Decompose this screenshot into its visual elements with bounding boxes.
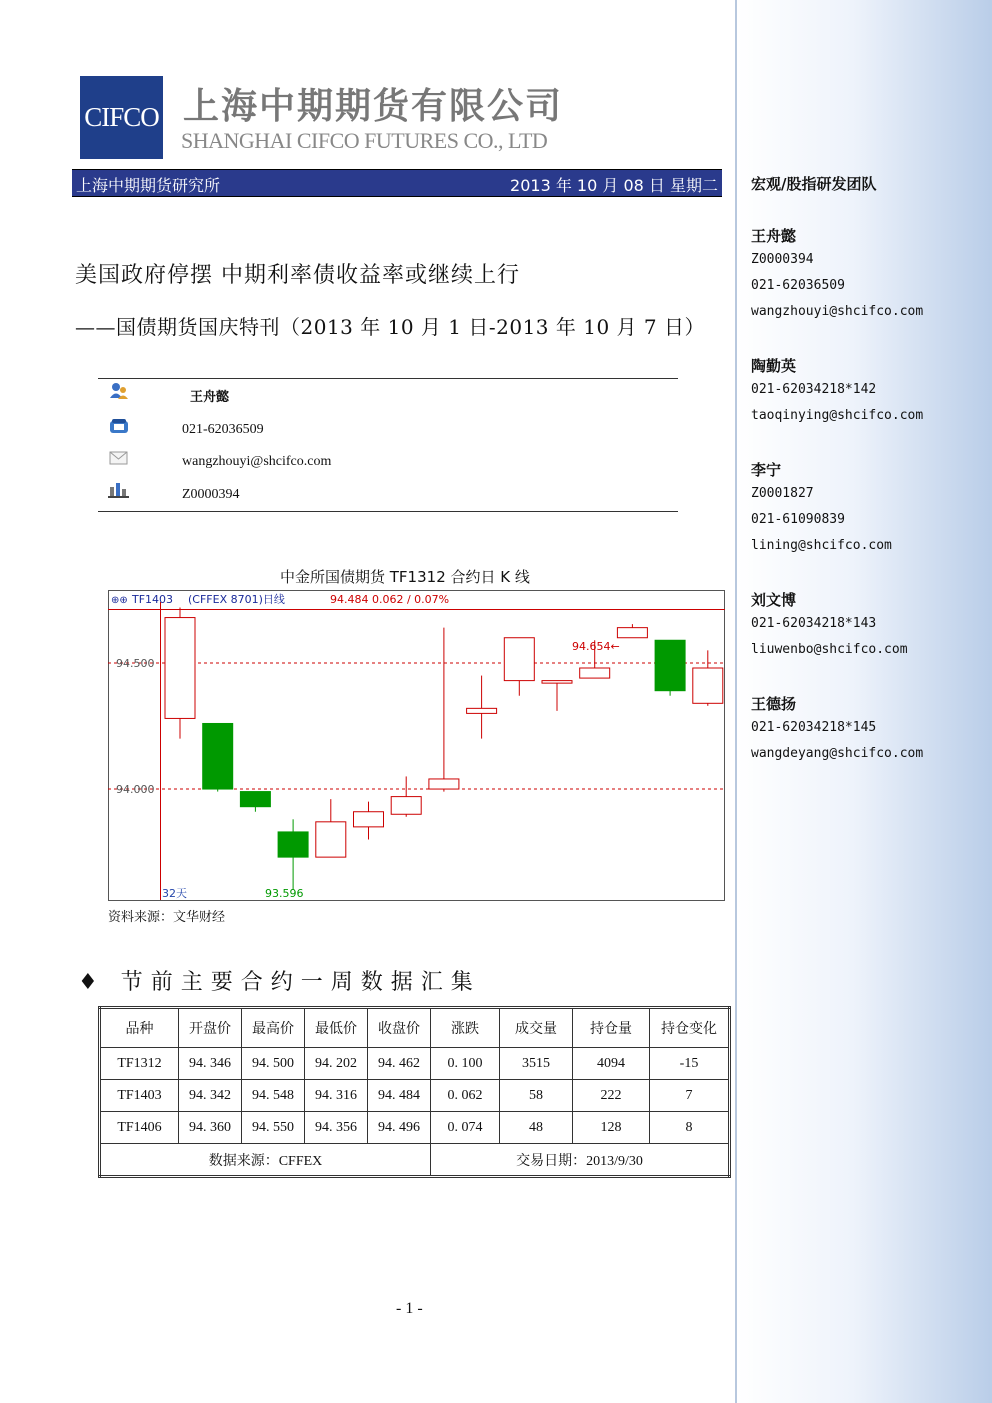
divider (98, 378, 678, 379)
table-cell: 94. 548 (242, 1080, 305, 1112)
table-header-cell: 涨跌 (431, 1008, 500, 1048)
member-line: 021-61090839 (751, 512, 845, 527)
table-header-cell: 成交量 (500, 1008, 573, 1048)
header-bar (72, 169, 722, 197)
table-cell: 94. 342 (179, 1080, 242, 1112)
table-cell: 7 (650, 1080, 730, 1112)
table-row (100, 1048, 730, 1080)
table-cell: 0. 062 (431, 1080, 500, 1112)
table-header-cell: 最高价 (242, 1008, 305, 1048)
section-title (78, 965, 481, 996)
company-name-cn: 上海中期期货有限公司 (183, 86, 564, 127)
mail-icon (109, 450, 129, 466)
table-cell: TF1403 (100, 1080, 179, 1112)
table-header-cell: 最低价 (305, 1008, 368, 1048)
report-subtitle: ——国债期货国庆特刊（2013 年 10 月 1 日-2013 年 10 月 7 日） (75, 315, 705, 339)
candle-body (278, 832, 308, 857)
table-header-row (100, 1008, 730, 1048)
member-name: 王舟懿 (751, 227, 797, 245)
author-phone: 021-62036509 (182, 422, 264, 437)
low-label: 93.596 (265, 887, 304, 900)
chart-symbol-icon: ⊕⊕ (111, 595, 128, 606)
person-icon (108, 381, 130, 401)
candle-body (467, 708, 497, 713)
table-cell: 94. 202 (305, 1048, 368, 1080)
table-cell: -15 (650, 1048, 730, 1080)
table-header-cell: 收盘价 (368, 1008, 431, 1048)
candle-body (203, 723, 233, 789)
table-cell: 94. 360 (179, 1112, 242, 1144)
table-cell: 94. 346 (179, 1048, 242, 1080)
table-cell: TF1312 (100, 1048, 179, 1080)
chart-title: 中金所国债期货 TF1312 合约日 K 线 (280, 568, 530, 586)
bullet-icon: ♦ (78, 970, 106, 995)
table-cell: 94. 462 (368, 1048, 431, 1080)
table-header-cell: 持仓量 (573, 1008, 650, 1048)
member-name: 李宁 (751, 461, 782, 479)
table-cell: 0. 100 (431, 1048, 500, 1080)
divider (98, 511, 678, 512)
member-name: 刘文博 (751, 591, 797, 609)
member-name: 王德扬 (751, 695, 797, 713)
sidebar (735, 0, 992, 1403)
candle-body (542, 681, 572, 684)
candle-body (617, 628, 647, 638)
chart-header-quote: 94.484 0.062 / 0.07% (330, 593, 450, 606)
chart-header-code: TF1403 (132, 593, 174, 606)
department-name: 上海中期期货研究所 (76, 176, 221, 195)
author-license: Z0000394 (182, 487, 240, 502)
table-cell: 128 (573, 1112, 650, 1144)
candle-body (580, 668, 610, 678)
member-line: 021-62036509 (751, 278, 845, 293)
table-header-cell: 品种 (100, 1008, 179, 1048)
table-cell: 0. 074 (431, 1112, 500, 1144)
y-tick-label: 94.000 (116, 783, 155, 797)
member-name: 陶勤英 (751, 357, 797, 375)
candle-body (693, 668, 723, 703)
table-cell: 94. 356 (305, 1112, 368, 1144)
y-tick-label: 94.500 (116, 656, 155, 670)
table-header-cell: 持仓变化 (650, 1008, 730, 1048)
table-cell: 94. 484 (368, 1080, 431, 1112)
table-cell: 3515 (500, 1048, 573, 1080)
table-row (100, 1112, 730, 1144)
section-title-text: 节前主要合约一周数据汇集 (120, 970, 481, 995)
member-line: 021-62034218*143 (751, 616, 877, 631)
candlestick-chart (108, 590, 725, 901)
table-cell: 222 (573, 1080, 650, 1112)
member-line: Z0001827 (751, 486, 814, 501)
table-cell: 48 (500, 1112, 573, 1144)
table-header-cell: 开盘价 (179, 1008, 242, 1048)
candle-body (504, 638, 534, 681)
candle-body (391, 797, 421, 815)
table-footer-date: 交易日期：2013/9/30 (431, 1144, 730, 1177)
chart-header-exchange: (CFFEX 8701)日线 (188, 593, 285, 606)
member-line: Z0000394 (751, 252, 814, 267)
member-email: wangdeyang@shcifco.com (751, 746, 924, 761)
chart-source: 资料来源：文华财经 (108, 910, 226, 925)
member-email: lining@shcifco.com (751, 538, 892, 553)
table-row (100, 1080, 730, 1112)
table-cell: TF1406 (100, 1112, 179, 1144)
high-label: 94.654← (572, 640, 620, 653)
candle-body (429, 779, 459, 789)
table-cell: 8 (650, 1112, 730, 1144)
member-email: taoqinying@shcifco.com (751, 408, 924, 423)
candle-body (316, 822, 346, 857)
report-title: 美国政府停摆 中期利率债收益率或继续上行 (75, 263, 520, 288)
table-cell: 94. 550 (242, 1112, 305, 1144)
table-footer-row (100, 1144, 730, 1177)
candle-body (354, 812, 384, 827)
table-cell: 94. 496 (368, 1112, 431, 1144)
team-title: 宏观/股指研发团队 (751, 175, 877, 193)
author-email: wangzhouyi@shcifco.com (182, 454, 332, 469)
phone-icon (109, 418, 129, 434)
report-date: 2013 年 10 月 08 日 星期二 (510, 176, 718, 195)
page-number: - 1 - (396, 1300, 423, 1317)
table-cell: 58 (500, 1080, 573, 1112)
candle-body (165, 618, 195, 719)
table-cell: 94. 316 (305, 1080, 368, 1112)
member-line: 021-62034218*142 (751, 382, 877, 397)
days-label: 32天 (162, 887, 187, 900)
company-name-en: SHANGHAI CIFCO FUTURES CO., LTD (181, 128, 548, 153)
member-email: wangzhouyi@shcifco.com (751, 304, 924, 319)
author-name: 王舟懿 (190, 390, 230, 405)
member-line: 021-62034218*145 (751, 720, 877, 735)
table-cell: 94. 500 (242, 1048, 305, 1080)
data-table (98, 1006, 731, 1178)
candle-body (655, 640, 685, 690)
company-logo: CIFCO (80, 76, 163, 159)
candle-body (240, 792, 270, 807)
member-email: liuwenbo@shcifco.com (751, 642, 908, 657)
license-icon (108, 481, 130, 499)
table-footer-source: 数据来源：CFFEX (100, 1144, 431, 1177)
table-cell: 4094 (573, 1048, 650, 1080)
